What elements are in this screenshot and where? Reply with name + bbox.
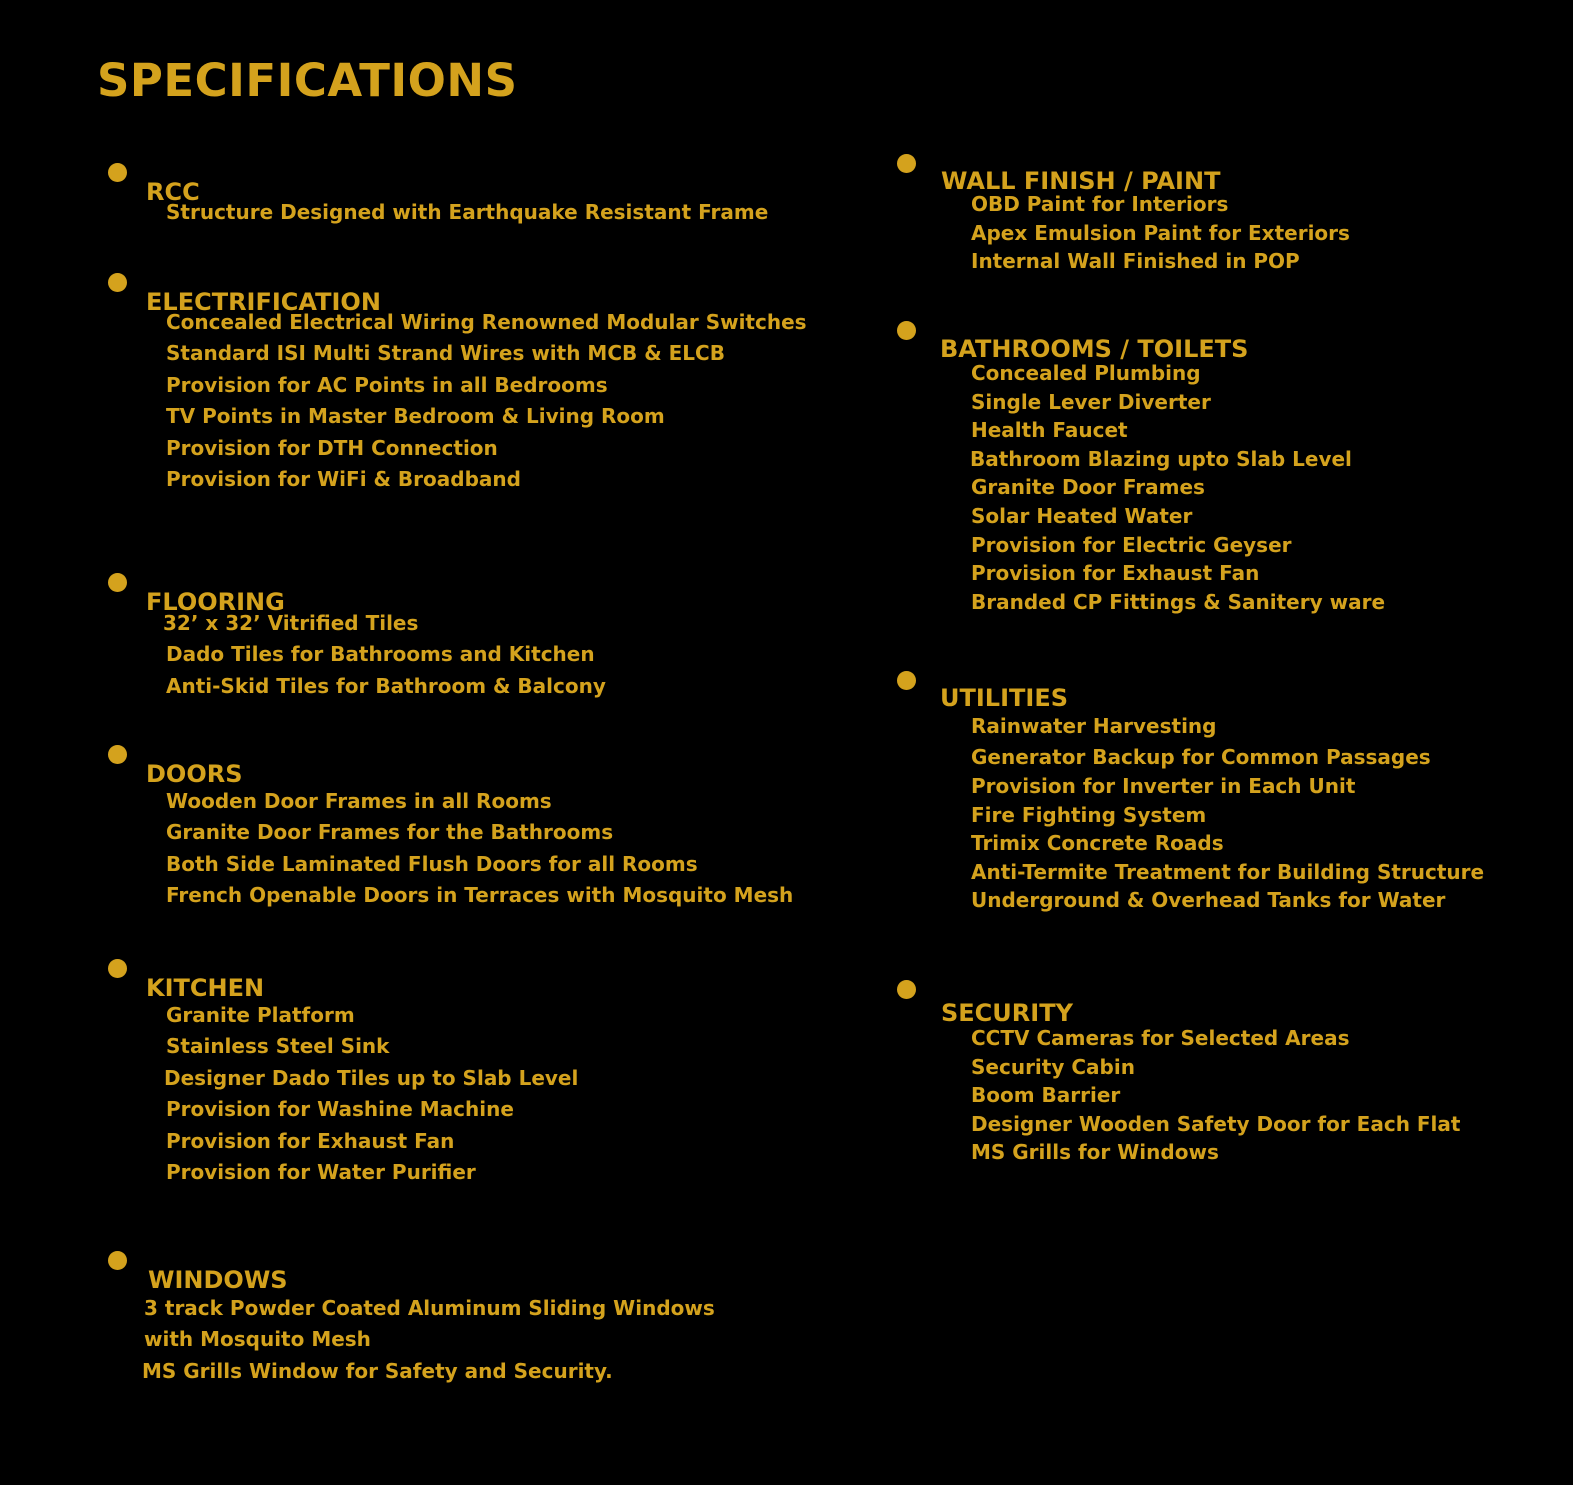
item-list [166,786,793,912]
list-item: Solar Heated Water [971,503,1193,528]
list-item: 32’ x 32’ Vitrified Tiles [163,611,419,635]
bullet-icon [108,1251,127,1270]
list-item: Security Cabin [971,1054,1135,1079]
list-item: TV Points in Master Bedroom & Living Room [166,404,665,429]
list-item: Trimix Concrete Roads [971,831,1224,856]
item-list [166,307,807,495]
list-item: Concealed Plumbing [971,361,1201,385]
list-item: MS Grills Window for Safety and Security. [142,1358,613,1383]
list-item: 3 track Powder Coated Aluminum Sliding Windows [144,1296,715,1320]
section-title: WINDOWS [148,1265,288,1294]
item-list [971,359,1385,616]
list-item: Branded CP Fittings & Sanitery ware [971,589,1386,614]
item-list [166,197,768,227]
list-item: Single Lever Diverter [971,389,1211,414]
list-item: Underground & Overhead Tanks for Water [971,888,1446,913]
item-list [971,190,1350,276]
item-list [166,1000,578,1188]
section-title: KITCHEN [146,973,265,1002]
list-item: Designer Dado Tiles up to Slab Level [164,1065,579,1090]
list-item: Provision for Water Purifier [166,1160,476,1185]
list-item: Provision for Washine Machine [166,1097,514,1122]
section-title: RCC [146,177,200,206]
list-item: Provision for Exhaust Fan [166,1128,455,1153]
list-item: Health Faucet [971,418,1128,443]
item-list [971,711,1484,915]
section-title: BATHROOMS / TOILETS [940,334,1249,363]
list-item: Anti-Termite Treatment for Building Structure [971,859,1485,884]
bullet-icon [108,163,127,182]
section-title: FLOORING [146,587,285,616]
list-item: Generator Backup for Common Passages [971,745,1431,769]
list-item: with Mosquito Mesh [144,1327,371,1352]
item-list [971,1024,1460,1167]
bullet-icon [108,573,127,592]
bullet-icon [108,959,127,978]
list-item: French Openable Doors in Terraces with Mosquito Mesh [166,883,794,908]
bullet-icon [108,745,127,764]
list-item: Structure Designed with Earthquake Resistant Frame [166,200,769,224]
list-item: Provision for Inverter in Each Unit [971,774,1356,798]
item-list [163,608,606,702]
section-title: ELECTRIFICATION [146,287,381,316]
list-item: Bathroom Blazing upto Slab Level [970,446,1352,471]
list-item: Wooden Door Frames in all Rooms [166,789,552,813]
list-item: Internal Wall Finished in POP [971,249,1300,274]
list-item: Provision for Electric Geyser [971,532,1292,557]
bullet-icon [897,321,916,340]
bullet-icon [897,671,916,690]
list-item: OBD Paint for Interiors [971,192,1229,216]
list-item: Rainwater Harvesting [971,714,1217,738]
list-item: Provision for AC Points in all Bedrooms [166,372,608,397]
list-item: Apex Emulsion Paint for Exteriors [971,220,1350,245]
bullet-icon [897,154,916,173]
list-item: Anti-Skid Tiles for Bathroom & Balcony [166,673,606,698]
list-item: MS Grills for Windows [971,1140,1219,1165]
list-item: Provision for DTH Connection [166,435,498,460]
bullet-icon [897,980,916,999]
list-item: Designer Wooden Safety Door for Each Flat [971,1111,1461,1136]
list-item: Granite Platform [166,1003,355,1027]
list-item: Both Side Laminated Flush Doors for all Rooms [166,851,698,876]
list-item: Provision for WiFi & Broadband [166,467,521,492]
bullet-icon [108,273,127,292]
list-item: Standard ISI Multi Strand Wires with MCB & ELCB [166,341,725,366]
list-item: Boom Barrier [971,1083,1121,1108]
page-title: SPECIFICATIONS [97,54,518,107]
list-item: Provision for Exhaust Fan [971,561,1260,586]
list-item: Stainless Steel Sink [166,1034,390,1059]
list-item: CCTV Cameras for Selected Areas [971,1026,1350,1050]
list-item: Fire Fighting System [971,802,1207,827]
list-item: Granite Door Frames for the Bathrooms [166,820,614,845]
list-item: Concealed Electrical Wiring Renowned Modular Switches [166,310,807,334]
section-title: WALL FINISH / PAINT [941,166,1221,195]
list-item: Granite Door Frames [971,475,1205,500]
section-title: UTILITIES [940,683,1068,712]
section-title: DOORS [146,759,243,788]
item-list [144,1293,715,1387]
section-title: SECURITY [941,998,1073,1027]
list-item: Dado Tiles for Bathrooms and Kitchen [166,642,595,667]
